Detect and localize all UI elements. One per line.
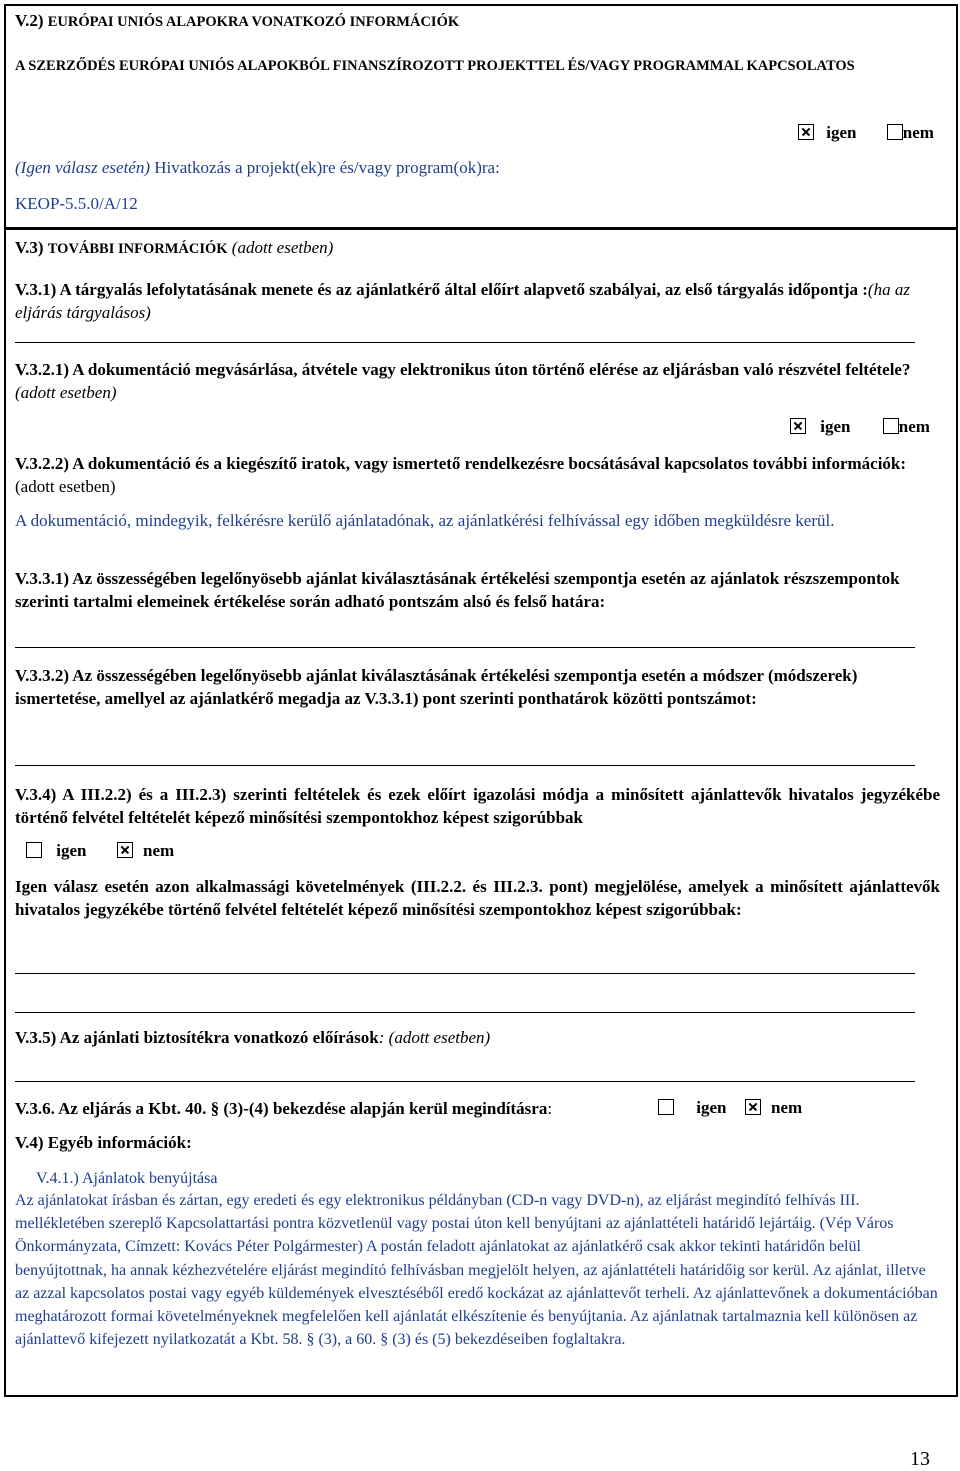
v332-answer-line [15,765,915,766]
page-number: 13 [910,1448,930,1470]
v322-question: V.3.2.2) A dokumentáció és a kiegészítő iratok, vagy ismertető rendelkezésre bocsátásával kapcsolatos további információk: (adott esetben) [15,454,907,496]
v36-no-checkbox[interactable] [745,1099,761,1115]
v36-question: V.3.6. Az eljárás a Kbt. 40. § (3)-(4) bekezdése alapján kerül megindításra: [15,1099,553,1118]
v2-question: A SZERZŐDÉS EURÓPAI UNIÓS ALAPOKBÓL FINANSZÍROZOTT PROJEKTTEL ÉS/VAGY PROGRAMMAL KAPCSOLATOS [15,58,855,74]
v2-reference: (Igen válasz esetén) Hivatkozás a projekt(ek)re és/vagy program(ok)ra: [15,158,500,177]
v2-yes-label: igen [826,123,857,142]
v34-answer-line-1 [15,973,915,974]
v31-answer-line [15,342,915,343]
v321-yes-checkbox[interactable] [790,418,806,434]
v4-body: Az ajánlatokat írásban és zártan, egy eredeti és egy elektronikus példányban (CD-n vagy DVD-n), az eljárást megindító felhívás III. mellékletében szereplő Kapcsolattartási pontra közvetlenül vagy postai úton kell benyújtani az ajánlattételi határidő lejártáig. (Vép Város Önkormányzata, Címzett: Kovács Péter Polgármester) A postán feladott ajánlatokat az ajánlatkérő csak akkor tekinti határidőn belül benyújtottnak, ha annak kézhezvételére eljárást megindító felhívásban megjelölt helyen, az ajánlattételi határidőig sor kerül. Az ajánlat, illetve az azzal kapcsolatos postai vagy egyéb küldemények elvesztéséből eredő kockázat az ajánlattevőt terheli. Az ajánlattevőnek a dokumentációban meghatározott formai követelményeknek megfelelően kell ajánlatát elkészítenie és benyújtania. Az ajánlatnak tartalmaznia kell különösen az ajánlattevő kifejezett nyilatkozatát a Kbt. 58. § (3), a 60. § (3) és (5) bekezdéseiben foglaltakra. [15,1192,938,1349]
v34-yes-checkbox[interactable] [26,842,42,858]
v34-answer-line-2 [15,1012,915,1013]
v2-no-checkbox[interactable] [887,124,903,140]
v321-no-label: nem [898,417,930,436]
v35-question: V.3.5) Az ajánlati biztosítékra vonatkozó előírások: (adott esetben) [15,1028,491,1047]
v321-no-checkbox[interactable] [883,418,899,434]
v35-answer-line [15,1081,915,1082]
v34-question: V.3.4) A III.2.2) és a III.2.3) szerinti feltételek és ezek előírt igazolási módja a minősített ajánlattevők hivatalos jegyzékébe történő felvétel feltételét képező minősítési szempontokhoz képest szigorúbbak [15,785,940,827]
v36-options [658,1098,802,1118]
v34-followup: Igen válasz esetén azon alkalmassági követelmények (III.2.2. és III.2.3. pont) megjelölése, amelyek a minősített ajánlattevők hivatalos jegyzékébe történő felvétel feltételét képező minősítési szempontokhoz képest szigorúbbak: [15,877,940,919]
v331-answer-line [15,647,915,648]
v34-yes-label: igen [56,841,87,860]
v331-question: V.3.3.1) Az összességében legelőnyösebb ajánlat kiválasztásának értékelési szempontja esetén az ajánlatok részszempontok szerinti tartalmi elemeinek értékelése során adható pontszám alsó és felső határa: [15,569,900,611]
v2-options [798,123,934,143]
v2-reference-value: KEOP-5.5.0/A/12 [15,194,138,213]
v321-question: V.3.2.1) A dokumentáció megvásárlása, átvétele vagy elektronikus úton történő elérése az eljárásban való részvétel feltétele? (adott esetben) [15,360,911,402]
v4-heading: V.4) Egyéb információk: [15,1133,192,1152]
v31-question: V.3.1) A tárgyalás lefolytatásának menete és az ajánlatkérő által előírt alapvető szabályai, az első tárgyalás időpontja :(ha az eljárás tárgyalásos) [15,280,910,322]
v4-sub-heading: V.4.1.) Ajánlatok benyújtása [36,1170,218,1187]
v36-no-label: nem [770,1098,803,1117]
v321-yes-label: igen [820,417,851,436]
v321-options [790,417,930,437]
v36-yes-label: igen [696,1098,727,1117]
v2-heading: V.2) EURÓPAI UNIÓS ALAPOKRA VONATKOZÓ INFORMÁCIÓK [15,11,460,30]
v2-heading-text: EURÓPAI UNIÓS ALAPOKRA VONATKOZÓ INFORMÁCIÓK [47,14,460,30]
v34-no-checkbox[interactable] [117,842,133,858]
v3-heading: V.3) TOVÁBBI INFORMÁCIÓK (adott esetben) [15,238,334,257]
v2-yes-checkbox[interactable] [798,124,814,140]
v36-yes-checkbox[interactable] [658,1099,674,1115]
v34-no-label: nem [142,841,175,860]
v332-question: V.3.3.2) Az összességében legelőnyösebb ajánlat kiválasztásának értékelési szempontja esetén a módszer (módszerek) ismertetése, amellyel az ajánlatkérő megadja az V.3.3.1) pont szerinti ponthatárok közötti pontszámot: [15,666,858,708]
v2-no-label: nem [902,123,934,142]
v322-answer: A dokumentáció, mindegyik, felkérésre kerülő ajánlatadónak, az ajánlatkérési felhívással egy időben megküldésre kerül. [15,511,835,530]
v34-options [26,841,174,861]
